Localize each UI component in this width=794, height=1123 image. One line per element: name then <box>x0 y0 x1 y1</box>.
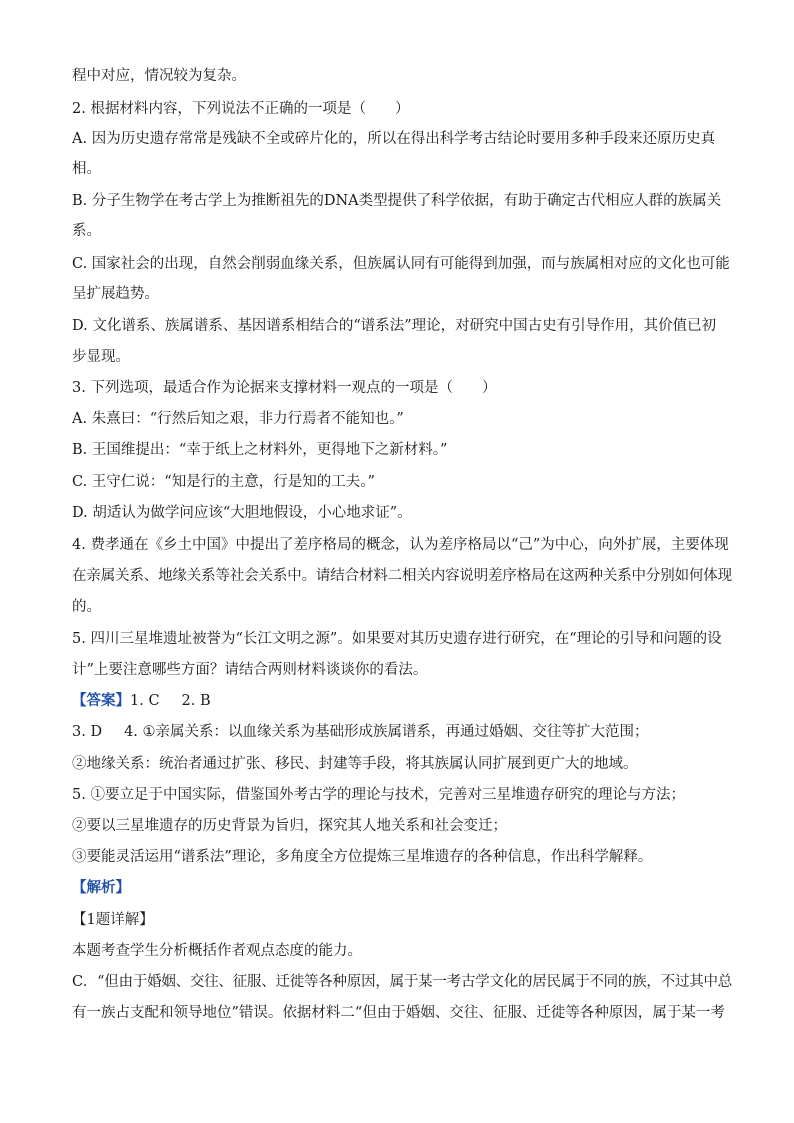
option-c-line: C. 王守仁说：“知是行的主意，行是知的工夫。” <box>72 474 375 490</box>
option-d-line: D. 文化谱系、族属谱系、基因谱系相结合的“谱系法”理论，对研究中国古史有引导作用，其价值已初 <box>72 318 717 334</box>
detail-heading: 【1题详解】 <box>72 912 154 928</box>
answer-line <box>72 691 732 711</box>
text-line: 程中对应，情况较为复杂。 <box>72 68 246 84</box>
option-d-line-cont: 步显现。 <box>72 349 130 365</box>
option-a-line: A. 朱熹曰：“行然后知之艰，非力行焉者不能知也。” <box>72 411 404 427</box>
option-a-line: A. 因为历史遗存常常是残缺不全或碎片化的，所以在得出科学考古结论时要用多种手段来还原历史真 <box>72 131 716 147</box>
option-c-line: C. 国家社会的出现，自然会削弱血缘关系，但族属认同有可能得到加强，而与族属相对应的文化也可能 <box>72 256 730 272</box>
question-2-stem: 2. 根据材料内容，下列说法不正确的一项是（ ） <box>72 101 410 117</box>
answer-line <box>72 722 732 742</box>
answer-5-cont: ②要以三星堆遗存的历史背景为旨归，探究其人地关系和社会变迁； <box>72 818 507 834</box>
option-a-line-cont: 相。 <box>72 161 101 177</box>
analysis-text: C．“但由于婚姻、交往、征服、迁徙等各种原因，属于某一考古学文化的居民属于不同的族，不过其中总 <box>72 974 733 990</box>
answer-heading: 【答案】 <box>72 692 130 709</box>
answer-5-cont: ③要能灵活运用“谱系法”理论，多角度全方位提炼三星堆遗存的各种信息，作出科学解释。 <box>72 849 653 865</box>
answer-5: 5. ①要立足于中国实际，借鉴国外考古学的理论与技术，完善对三星堆遗存研究的理论与方法； <box>72 787 685 803</box>
question-4-stem-cont: 的。 <box>72 599 101 615</box>
analysis-text: 有一族占支配和领导地位”错误。依据材料二“但由于婚姻、交往、征服、迁徙等各种原因，属于某一考 <box>72 1005 725 1021</box>
question-3-stem: 3. 下列选项，最适合作为论据来支撑材料一观点的一项是（ ） <box>72 380 497 396</box>
question-5-stem-cont: 计”上要注意哪些方面？请结合两则材料谈谈你的看法。 <box>72 662 428 678</box>
answer-4: 4. ①亲属关系：以血缘关系为基础形成族属谱系，再通过婚姻、交往等扩大范围； <box>124 724 649 740</box>
answer-3: 3. D <box>72 724 103 740</box>
question-5-stem: 5. 四川三星堆遗址被誉为“长江文明之源”。如果要对其历史遗存进行研究，在“理论的引导和问题的设 <box>72 631 722 647</box>
answer-4-cont: ②地缘关系：统治者通过扩张、移民、封建等手段，将其族属认同扩展到更广大的地域。 <box>72 756 638 772</box>
answer-1: 1. C <box>130 693 160 709</box>
analysis-text: 本题考查学生分析概括作者观点态度的能力。 <box>72 943 362 959</box>
option-c-line-cont: 呈扩展趋势。 <box>72 286 159 302</box>
question-4-stem: 4. 费孝通在《乡土中国》中提出了差序格局的概念，认为差序格局以“己”为中心，向外扩展，主要体现 <box>72 537 729 553</box>
question-4-stem-cont: 在亲属关系、地缘关系等社会关系中。请结合材料二相关内容说明差序格局在这两种关系中分别如何体现 <box>72 568 732 584</box>
answer-2: 2. B <box>181 693 211 709</box>
option-b-line: B. 王国维提出：“幸于纸上之材料外，更得地下之新材料。” <box>72 442 448 458</box>
option-b-line: B. 分子生物学在考古学上为推断祖先的DNA类型提供了科学依据，有助于确定古代相应人群的族属关 <box>72 193 722 209</box>
option-b-line-cont: 系。 <box>72 223 101 239</box>
option-d-line: D. 胡适认为做学问应该“大胆地假设，小心地求证”。 <box>72 505 412 521</box>
analysis-heading: 【解析】 <box>72 879 130 896</box>
